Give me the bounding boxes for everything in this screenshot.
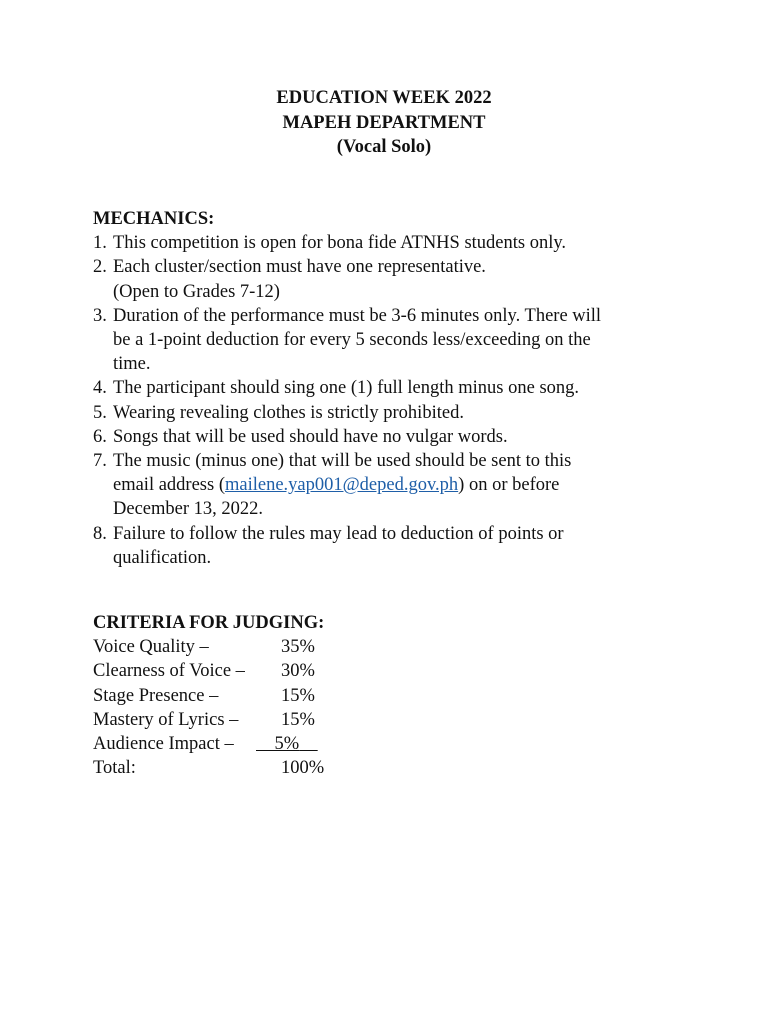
rule-text — [113, 255, 486, 303]
document-header — [0, 86, 768, 160]
email-link[interactable]: mailene.yap001@deped.gov.ph — [225, 475, 459, 496]
criteria-row — [93, 684, 493, 708]
criteria-label: Voice Quality – — [93, 637, 209, 658]
criteria-label: Clearness of Voice – — [93, 661, 245, 682]
criteria-title: CRITERIA FOR JUDGING: — [93, 613, 325, 633]
criteria-value: 35% — [281, 637, 315, 658]
rule-item — [93, 449, 693, 522]
rule-line: December 13, 2022. — [113, 499, 264, 520]
rule-line: Failure to follow the rules may lead to deduction of points or — [113, 523, 564, 544]
rule-line: Songs that will be used should have no vulgar words. — [113, 426, 508, 447]
rule-number: 3. — [93, 305, 107, 326]
header-category: (Vocal Solo) — [336, 137, 432, 157]
criteria-row — [93, 708, 493, 732]
criteria-total-row — [93, 756, 493, 780]
criteria-row — [93, 659, 493, 683]
email-suffix-text: ) on or before — [458, 475, 560, 496]
rule-text — [113, 449, 571, 522]
mechanics-section — [93, 207, 693, 570]
criteria-value: 15% — [281, 685, 315, 706]
email-prefix-text: email address ( — [113, 475, 225, 496]
mechanics-title: MECHANICS: — [93, 209, 215, 229]
rule-text — [113, 231, 566, 255]
rule-text — [113, 304, 601, 377]
criteria-label: Stage Presence – — [93, 685, 219, 706]
rule-line: time. — [113, 354, 151, 375]
rule-text — [113, 425, 508, 449]
criteria-section — [93, 611, 493, 780]
rule-line: Duration of the performance must be 3-6 minutes only. There will — [113, 305, 602, 326]
rule-number: 4. — [93, 378, 107, 399]
rule-line-email — [113, 473, 571, 497]
criteria-total-value: 100% — [281, 758, 325, 779]
rule-item — [93, 231, 693, 255]
header-event-title: EDUCATION WEEK 2022 — [276, 88, 492, 108]
rule-number: 8. — [93, 523, 107, 544]
criteria-label: Mastery of Lyrics – — [93, 709, 239, 730]
criteria-label: Audience Impact – — [93, 733, 234, 754]
rule-item — [93, 522, 693, 570]
rule-number: 5. — [93, 402, 107, 423]
rule-number: 2. — [93, 257, 107, 278]
rule-line: The participant should sing one (1) full length minus one song. — [113, 378, 580, 399]
rule-item — [93, 425, 693, 449]
rule-line: Each cluster/section must have one representative. — [113, 257, 486, 278]
rule-line: This competition is open for bona fide ATNHS students only. — [113, 233, 567, 254]
rule-item — [93, 401, 693, 425]
rule-line: The music (minus one) that will be used should be sent to this — [113, 451, 572, 472]
criteria-total-label: Total: — [93, 758, 136, 779]
criteria-value-underlined — [256, 732, 318, 756]
criteria-value: 15% — [281, 709, 315, 730]
criteria-row — [93, 732, 493, 756]
rule-text — [113, 376, 579, 400]
rule-number: 6. — [93, 426, 107, 447]
criteria-row — [93, 635, 493, 659]
criteria-value: 5% — [274, 733, 300, 754]
rule-number: 1. — [93, 233, 107, 254]
rule-item — [93, 304, 693, 377]
header-department: MAPEH DEPARTMENT — [282, 112, 486, 133]
rule-line: be a 1-point deduction for every 5 seconds less/exceeding on the — [113, 330, 591, 351]
rule-line: (Open to Grades 7-12) — [113, 281, 280, 302]
rule-number: 7. — [93, 451, 107, 472]
rule-text — [113, 522, 564, 570]
rule-text — [113, 401, 464, 425]
criteria-value: 30% — [281, 661, 315, 682]
rule-line: Wearing revealing clothes is strictly prohibited. — [113, 402, 464, 423]
rule-line: qualification. — [113, 547, 212, 568]
rule-item — [93, 376, 693, 400]
rule-item — [93, 255, 693, 303]
